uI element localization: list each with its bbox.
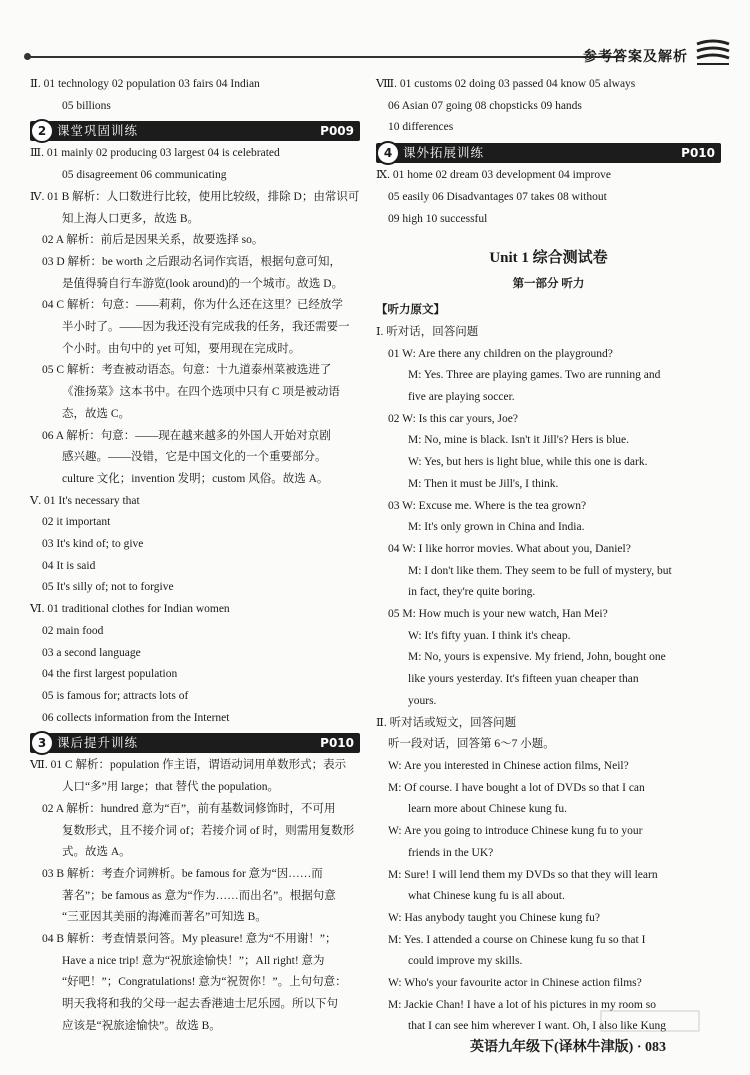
text-line: W: Are you interested in Chinese action films, Neil?	[388, 759, 629, 772]
text-line: 06 A 解析：句意：——现在越来越多的外国人开始对京剧	[42, 429, 331, 442]
text-line: Ⅲ. 01 mainly 02 producing 03 largest 04 is celebrated	[30, 147, 280, 160]
text-line: “好吧！”；Congratulations! 意为“祝贺你！”。上句句意：	[62, 976, 347, 989]
text-line: yours.	[408, 694, 437, 707]
text-line: 04 It is said	[42, 559, 96, 572]
header-dot	[24, 53, 31, 60]
text-line: M: I don't like them. They seem to be full of mystery, but	[408, 564, 672, 577]
text-line: 听一段对话，回答第 6～7 小题。	[388, 738, 555, 751]
text-line: 是值得骑自行车游览(look around)的一个城市。故选 D。	[62, 277, 344, 290]
text-line: M: No, yours is expensive. My friend, John, bought one	[408, 651, 666, 664]
text-line: 01 W: Are there any children on the playground?	[388, 347, 613, 360]
text-line: 05 It's silly of; not to forgive	[42, 581, 174, 594]
text-line: 02 it important	[42, 516, 111, 529]
text-line: W: It's fifty yuan. I think it's cheap.	[408, 629, 571, 642]
text-line: five are playing soccer.	[408, 391, 515, 404]
text-line: 明天我将和我的父母一起去香港迪士尼乐园。所以下句	[62, 998, 338, 1011]
text-line: Have a nice trip! 意为“祝旅途愉快！”；All right! 意为	[62, 954, 325, 967]
text-line: “三亚因其美丽的海滩而著名”可知选 B。	[62, 911, 267, 924]
text-line: W: Are you going to introduce Chinese kung fu to your	[388, 825, 643, 838]
text-line: 03 a second language	[42, 646, 141, 659]
text-line: 03 It's kind of; to give	[42, 538, 144, 551]
text-line: learn more about Chinese kung fu.	[408, 803, 568, 816]
text-line: like yours yesterday. It's fifteen yuan cheaper than	[408, 673, 639, 686]
section-page: P009	[320, 124, 354, 139]
text-line: 《淮扬菜》这本书中。在四个选项中只有 C 项是被动语	[62, 386, 340, 399]
text-line: W: Yes, but hers is light blue, while this one is dark.	[408, 456, 648, 469]
text-line: M: Of course. I have bought a lot of DVDs so that I can	[388, 781, 645, 794]
text-line: 02 W: Is this car yours, Joe?	[388, 412, 518, 425]
text-line: 人口“多”用 large；that 替代 the population。	[62, 781, 279, 794]
text-line: 04 B 解析：考查情景问答。My pleasure! 意为“不用谢！”；	[42, 933, 337, 946]
page-footer: 英语九年级下(译林牛津版) · 083	[470, 1040, 666, 1055]
header-title: 参考答案及解析	[583, 50, 688, 65]
section-title: 课堂巩固训练	[57, 123, 139, 139]
text-line: 10 differences	[388, 121, 454, 134]
text-line: 态，故选 C。	[62, 407, 131, 420]
section-title: 课外拓展训练	[403, 145, 485, 161]
text-line: 05 billions	[62, 99, 111, 112]
text-line: Ⅷ. 01 customs 02 doing 03 passed 04 know 05 always	[376, 78, 636, 90]
text-line: W: Has anybody taught you Chinese kung fu?	[388, 911, 600, 924]
text-line: Ⅵ. 01 traditional clothes for Indian women	[30, 603, 230, 616]
text-line: Ⅱ. 听对话或短文，回答问题	[376, 716, 517, 729]
section-number: 2	[30, 119, 54, 143]
book-stack-icon	[694, 38, 732, 68]
left-column	[30, 74, 360, 1038]
text-line: W: Who's your favourite actor in Chinese action films?	[388, 977, 642, 990]
text-line: 【听力原文】	[376, 304, 445, 317]
text-line: M: Then it must be Jill's, I think.	[408, 477, 559, 490]
section-number: 4	[376, 141, 400, 165]
text-line: what Chinese kung fu is all about.	[408, 890, 565, 903]
text-line: M: Yes. Three are playing games. Two are running and	[408, 369, 661, 382]
watermark-stamp	[600, 1010, 700, 1032]
section-banner	[376, 143, 721, 163]
part-title: 第一部分 听力	[512, 278, 585, 291]
text-line: 式。故选 A。	[62, 846, 131, 859]
text-line: M: It's only grown in China and India.	[408, 521, 585, 534]
text-line: 05 M: How much is your new watch, Han Mei?	[388, 608, 608, 621]
text-line: in fact, they're quite boring.	[408, 586, 536, 599]
text-line: 应该是“祝旅途愉快”。故选 B。	[62, 1019, 221, 1032]
section-banner	[30, 121, 360, 141]
text-line: 复数形式，且不接介词 of；若接介词 of 时，则需用复数形	[62, 824, 355, 837]
section-banner	[30, 733, 360, 753]
text-line: M: Yes. I attended a course on Chinese kung fu so that I	[388, 933, 646, 946]
text-line: 02 A 解析：hundred 意为“百”，前有基数词修饰时，不可用	[42, 802, 336, 815]
text-line: 05 is famous for; attracts lots of	[42, 689, 189, 702]
text-line: Ⅶ. 01 C 解析：population 作主语，谓语动词用单数形式；表示	[30, 759, 347, 772]
text-line: 02 A 解析：前后是因果关系，故要选择 so。	[42, 234, 264, 247]
text-line: 03 D 解析：be worth 之后跟动名词作宾语，根据句意可知，	[42, 255, 341, 268]
text-line: could improve my skills.	[408, 955, 523, 968]
text-line: 半小时了。——因为我还没有完成我的任务，我还需要一	[62, 321, 350, 334]
text-line: 05 easily 06 Disadvantages 07 takes 08 without	[388, 190, 607, 203]
section-page: P010	[681, 146, 715, 161]
text-line: M: Sure! I will lend them my DVDs so that they will learn	[388, 868, 658, 881]
text-line: Ⅴ. 01 It's necessary that	[30, 494, 140, 507]
text-line: Ⅱ. 01 technology 02 population 03 fairs 04 Indian	[30, 78, 260, 90]
text-line: M: No, mine is black. Isn't it Jill's? Hers is blue.	[408, 434, 630, 447]
text-line: 03 B 解析：考查介词辨析。be famous for 意为“因……而	[42, 867, 323, 880]
text-line: 02 main food	[42, 624, 104, 637]
text-line: that I can see him wherever I want. Oh, I also like Kung	[408, 1020, 667, 1033]
page-header	[28, 46, 732, 70]
text-line: 著名”；be famous as 意为“作为……而出名”。根据句意	[62, 889, 336, 902]
text-line: 个小时。由句中的 yet 可知，要用现在完成时。	[62, 342, 301, 355]
text-line: 06 Asian 07 going 08 chopsticks 09 hands	[388, 99, 582, 112]
text-line: Ⅰ. 听对话，回答问题	[376, 325, 479, 338]
section-page: P010	[320, 736, 354, 751]
text-line: 04 the first largest population	[42, 668, 178, 681]
text-line: Ⅳ. 01 B 解析：人口数进行比较，使用比较级，排除 D；由常识可	[30, 190, 360, 203]
text-line: 05 C 解析：考查被动语态。句意：十九道泰州菜被选进了	[42, 364, 332, 377]
text-line: M: Jackie Chan! I have a lot of his pictures in my room so	[388, 998, 656, 1011]
section-title: 课后提升训练	[57, 735, 139, 751]
text-line: 06 collects information from the Internet	[42, 711, 230, 724]
text-line: friends in the UK?	[408, 846, 494, 859]
right-column	[376, 74, 721, 1038]
text-line: 05 disagreement 06 communicating	[62, 169, 227, 182]
text-line: culture 文化；invention 发明；custom 风俗。故选 A。	[62, 472, 329, 485]
text-line: 04 W: I like horror movies. What about you, Daniel?	[388, 542, 631, 555]
text-line: 感兴趣。——没错，它是中国文化的一个重要部分。	[62, 451, 327, 464]
text-line: 知上海人口更多，故选 B。	[62, 212, 200, 225]
text-line: 09 high 10 successful	[388, 212, 488, 225]
text-line: 04 C 解析：句意：——莉莉，你为什么还在这里？已经放学	[42, 299, 343, 312]
header-rule	[28, 56, 622, 58]
unit-title: Unit 1 综合测试卷	[489, 250, 608, 267]
text-line: 03 W: Excuse me. Where is the tea grown?	[388, 499, 587, 512]
section-number: 3	[30, 731, 54, 755]
text-line: Ⅸ. 01 home 02 dream 03 development 04 improve	[376, 169, 611, 182]
